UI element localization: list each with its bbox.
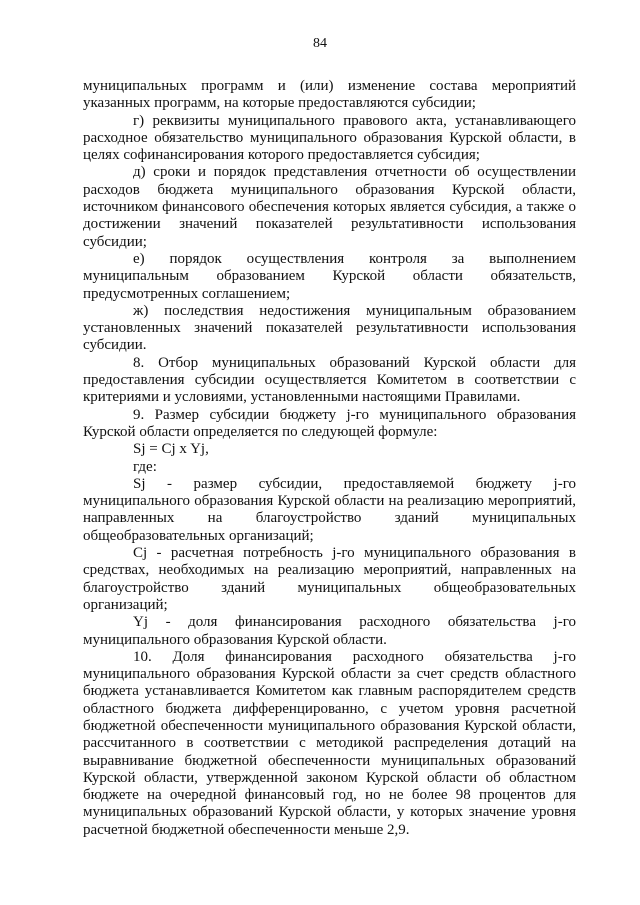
page-number: 84: [313, 36, 327, 51]
paragraph-item-e: е) порядок осуществления контроля за выполнением муниципальным образованием Курской области обязательств, предусмотренных соглашением;: [83, 250, 576, 302]
paragraph-item-g: г) реквизиты муниципального правового акта, устанавливающего расходное обязательство муниципального образования Курской области, в целях софинансирования которого предоставляется субсидия;: [83, 112, 576, 164]
paragraph-item-d: д) сроки и порядок представления отчетности об осуществлении расходов бюджета муниципального образования Курской области, источником финансового обеспечения которых является субсидия, а также о достижении значений показателей результативности использования субсидии;: [83, 164, 576, 250]
paragraph-continuation: муниципальных программ и (или) изменение состава мероприятий указанных программ, на которые предоставляются субсидии;: [83, 78, 576, 112]
paragraph-10: 10. Доля финансирования расходного обязательства j-го муниципального образования Курской области за счет средств областного бюджета устанавливается Комитетом как главным распорядителем средств областного бюджета дифференцированно, с учетом уровня расчетной бюджетной обеспеченности муниципального образования Курской области, рассчитанного в соответствии с методикой распределения дотаций на выравнивание бюджетной обеспеченности муниципальных образований Курской области, утвержденной законом Курской области об областном бюджете на очередной финансовый год, но не более 98 процентов для муниципальных образований Курской области, у которых значение уровня расчетной бюджетной обеспеченности меньше 2,9.: [83, 648, 576, 838]
formula: Sj = Cj x Yj,: [133, 441, 209, 458]
definition-sj: Sj - размер субсидии, предоставляемой бюджету j-го муниципального образования Курской области на реализацию мероприятий, направленных на благоустройство зданий муниципальных общеобразовательных организаций;: [83, 475, 576, 544]
definition-yj: Yj - доля финансирования расходного обязательства j-го муниципального образования Курской области.: [83, 614, 576, 648]
document-body: [83, 78, 576, 839]
paragraph-item-zh: ж) последствия недостижения муниципальным образованием установленных значений показателей результативности использования субсидии.: [83, 302, 576, 354]
formula-where: где:: [133, 458, 157, 475]
paragraph-8: 8. Отбор муниципальных образований Курской области для предоставления субсидии осуществляется Комитетом в соответствии с критериями и условиями, установленными настоящими Правилами.: [83, 354, 576, 406]
definition-cj: Cj - расчетная потребность j-го муниципального образования в средствах, необходимых на реализацию мероприятий, направленных на благоустройство зданий муниципальных общеобразовательных организаций;: [83, 545, 576, 613]
paragraph-9: 9. Размер субсидии бюджету j-го муниципального образования Курской области определяется по следующей формуле:: [83, 406, 576, 440]
